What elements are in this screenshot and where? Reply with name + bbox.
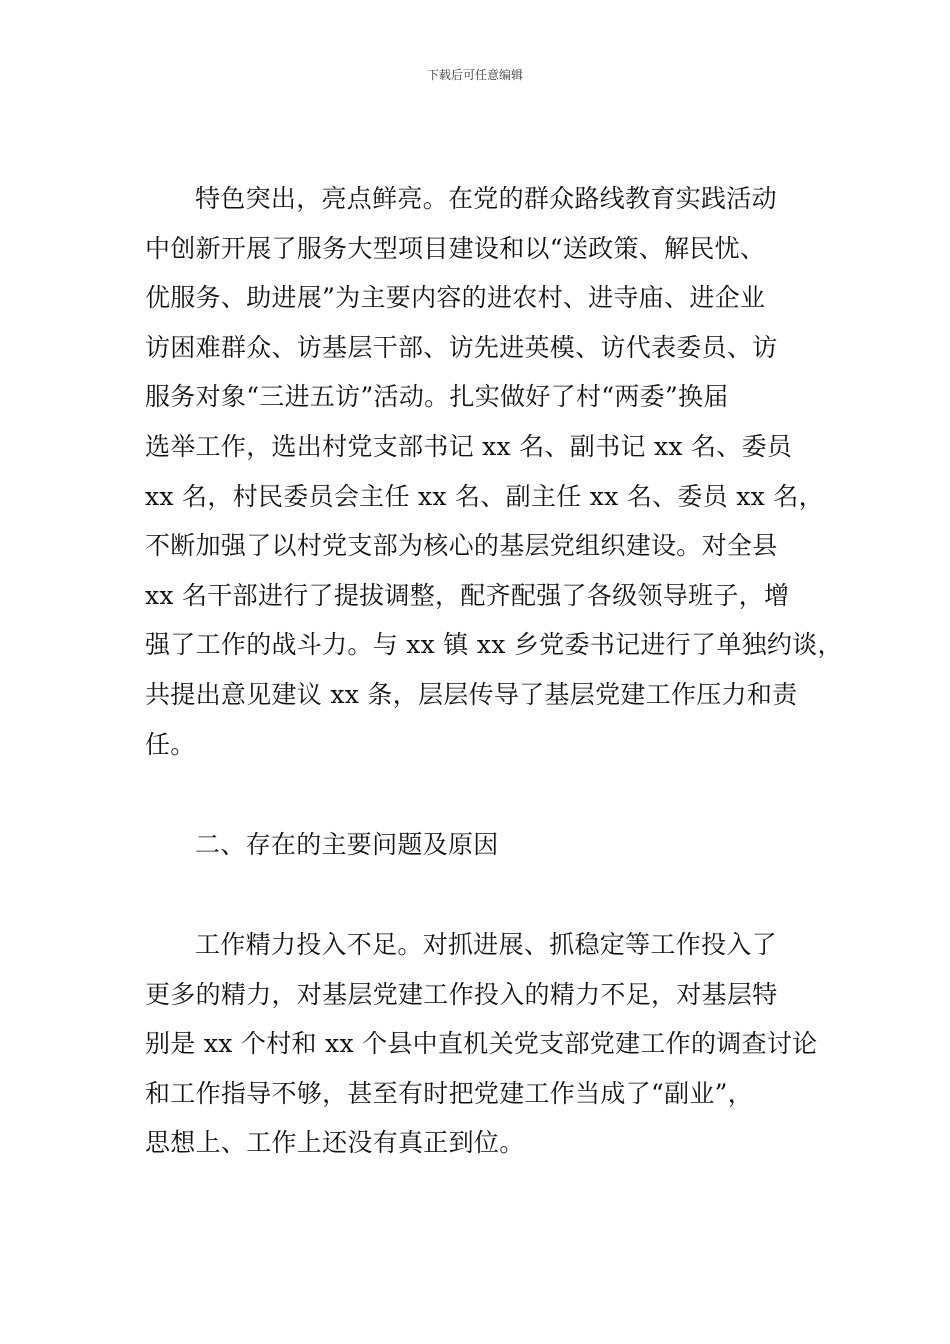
page-header: 下载后可任意编辑: [426, 68, 523, 82]
section-heading: [145, 820, 825, 870]
text-line: 优服务、助进展”为主要内容的进农村、进寺庙、进企业: [145, 283, 766, 313]
text-line: 共提出意见建议 xx 条，层层传导了基层党建工作压力和责: [145, 679, 798, 709]
text-line: 更多的精力，对基层党建工作投入的精力不足，对基层特: [145, 979, 778, 1009]
text-line: 工作精力投入不足。对抓进展、抓稳定等工作投入了: [195, 930, 777, 959]
text-line: xx 名，村民委员会主任 xx 名、副主任 xx 名、委员 xx 名，: [145, 481, 824, 511]
text-line: 和工作指导不够，甚至有时把党建工作当成了“副业”，: [145, 1078, 754, 1108]
text-line: 中创新开展了服务大型项目建设和以“送政策、解民忧、: [145, 233, 766, 263]
heading-text: 二、存在的主要问题及原因: [195, 830, 499, 859]
text-line: 思想上、工作上还没有真正到位。: [145, 1128, 525, 1158]
text-line: 访困难群众、访基层干部、访先进英模、访代表委员、访: [145, 332, 778, 362]
text-line: 特色突出，亮点鲜亮。在党的群众路线教育实践活动: [195, 184, 777, 213]
paragraph-achievements: [145, 174, 843, 769]
text-line: 任。: [145, 729, 196, 759]
text-line: 服务对象“三进五访”活动。扎实做好了村“两委”换届: [145, 382, 729, 412]
text-line: 别是 xx 个村和 xx 个县中直机关党支部党建工作的调查讨论: [145, 1029, 818, 1059]
text-line: 选举工作，选出村党支部书记 xx 名、副书记 xx 名、委员: [145, 431, 793, 461]
text-line: 强了工作的战斗力。与 xx 镇 xx 乡党委书记进行了单独约谈，: [145, 630, 843, 660]
paragraph-problems: [145, 920, 825, 1168]
text-line: 不断加强了以村党支部为核心的基层党组织建设。对全县: [145, 531, 778, 561]
text-line: xx 名干部进行了提拔调整，配齐配强了各级领导班子，增: [145, 580, 790, 610]
